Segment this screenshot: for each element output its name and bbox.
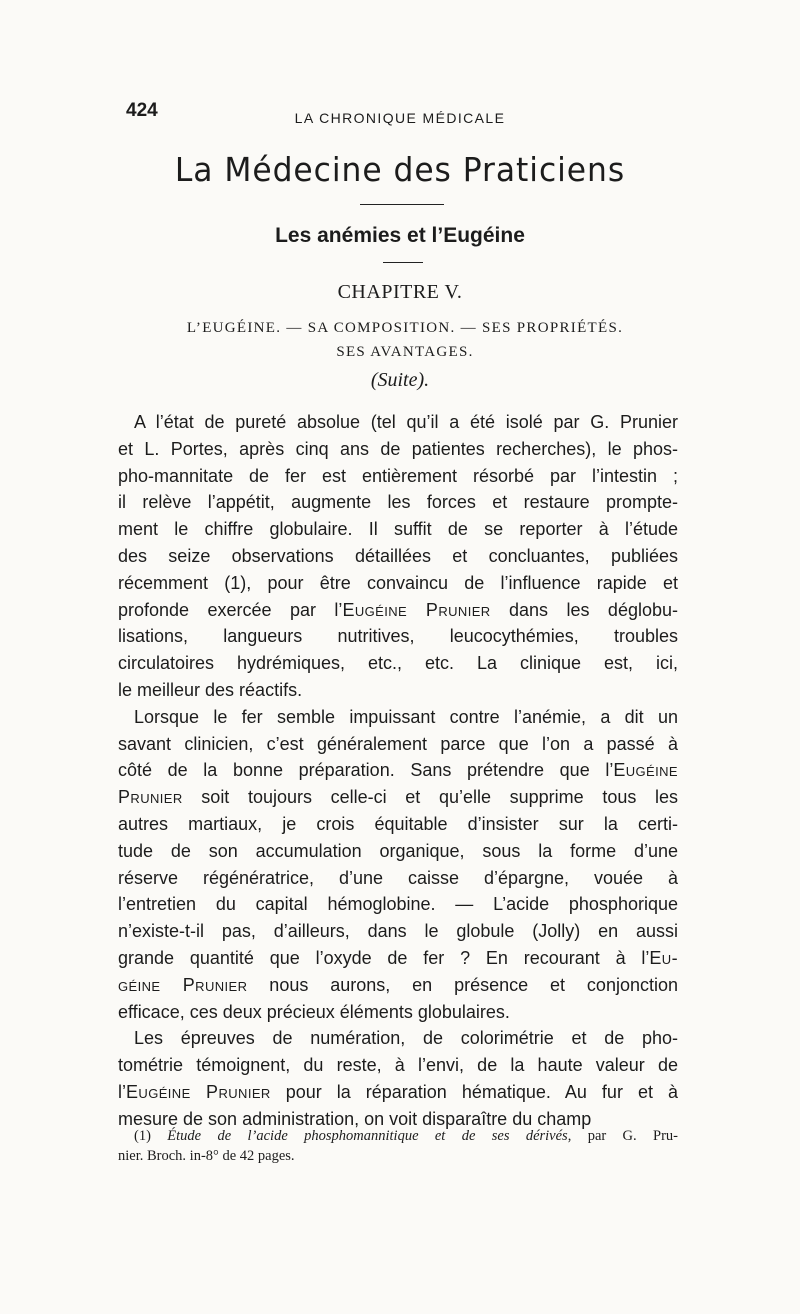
- product-name: Eugéine: [613, 760, 678, 781]
- line-text: pho-mannitate de fer est entièrement résorbé par l’intestin ;: [118, 465, 678, 486]
- body-line: [118, 463, 678, 490]
- body-line: [118, 436, 678, 463]
- body-line: [118, 570, 678, 597]
- line-text: il relève l’appétit, augmente les forces et restaure prompte-: [118, 492, 678, 513]
- body-line: [118, 1079, 678, 1106]
- line-text: l’entretien du capital hémoglobine. — L’acide phosphorique: [118, 894, 678, 915]
- title-divider: [360, 204, 444, 205]
- line-text: et L. Portes, après cinq ans de patientes recherches), le phos-: [118, 438, 678, 459]
- body-line: [118, 945, 678, 972]
- product-name: Eu-: [649, 947, 678, 968]
- line-text: côté de la bonne préparation. Sans prétendre que l’: [118, 760, 614, 781]
- footnote-work-title: Étude de l’acide phosphomannitique et de ses dérivés: [167, 1128, 568, 1144]
- line-text: circulatoires hydrémiques, etc., etc. La clinique est, ici,: [118, 653, 678, 674]
- line-text: grande quantité que l’oxyde de fer ? En recourant à l’: [118, 947, 650, 968]
- body-line: [118, 409, 678, 436]
- body-line: [118, 918, 678, 945]
- article-subtitle: Les anémies et l’Eugéine: [275, 224, 525, 247]
- product-name: Eugéine Prunier: [342, 599, 491, 620]
- line-text: Les épreuves de numération, de colorimétrie et de pho-: [134, 1028, 678, 1049]
- body-line: [118, 865, 678, 892]
- line-text: soit toujours celle-ci et qu’elle supprime tous les: [182, 787, 678, 808]
- body-line: [118, 623, 678, 650]
- line-text: A l’état de pureté absolue (tel qu’il a été isolé par G. Prunier: [134, 412, 678, 432]
- article-title: La Médecine des Praticiens: [174, 150, 626, 189]
- subtitle-divider: [383, 262, 423, 263]
- product-name: géine Prunier: [118, 974, 248, 995]
- running-title: LA CHRONIQUE MÉDICALE: [294, 110, 506, 126]
- body-line: [118, 489, 678, 516]
- page-number: 424: [126, 100, 158, 121]
- body-line: [118, 784, 678, 811]
- body-line: [118, 543, 678, 570]
- body-line: [118, 516, 678, 543]
- body-line: [118, 972, 678, 999]
- line-text: dans les déglobu-: [490, 599, 678, 620]
- chapter-subtitle-line: L’EUGÉINE. — SA COMPOSITION. — SES PROPRIÉTÉS.: [186, 320, 624, 336]
- body-line: [118, 811, 678, 838]
- line-text: des seize observations détaillées et concluantes, publiées: [118, 545, 678, 566]
- line-text: efficace, ces deux précieux éléments globulaires.: [118, 1001, 510, 1022]
- footnote-marker: (1): [134, 1128, 168, 1144]
- continuation-note: (Suite).: [370, 369, 430, 391]
- line-text: nous aurons, en présence et conjonction: [247, 974, 678, 995]
- line-text: récemment (1), pour être convaincu de l’influence rapide et: [118, 572, 678, 593]
- line-text: profonde exercée par l’: [118, 599, 343, 620]
- line-text: l’: [118, 1081, 126, 1102]
- body-line: [118, 704, 678, 731]
- footnote-line: nier. Broch. in-8° de 42 pages.: [118, 1148, 295, 1164]
- line-text: réserve régénératrice, d’une caisse d’épargne, vouée à: [118, 867, 678, 888]
- body-line: [118, 999, 678, 1026]
- body-line: [118, 891, 678, 918]
- chapter-subtitle-line: SES AVANTAGES.: [336, 344, 474, 360]
- line-text: tométrie témoignent, du reste, à l’envi, de la haute valeur de: [118, 1055, 678, 1076]
- body-line: [118, 650, 678, 677]
- line-text: ment le chiffre globulaire. Il suffit de se reporter à l’étude: [118, 519, 678, 540]
- product-name: Eugéine Prunier: [126, 1081, 271, 1102]
- body-line: [118, 1052, 678, 1079]
- line-text: lisations, langueurs nutritives, leucocythémies, troubles: [118, 626, 678, 647]
- product-name: Prunier: [118, 787, 183, 808]
- chapter-heading: CHAPITRE V.: [337, 281, 463, 303]
- chapter-subtitle: [140, 316, 670, 364]
- body-line: [118, 597, 678, 624]
- body-text: [118, 409, 678, 1133]
- footnote-author: , par G. Pru-: [567, 1128, 678, 1144]
- line-text: autres martiaux, je crois équitable d’insister sur la certi-: [118, 813, 678, 834]
- line-text: n’existe-t-il pas, d’ailleurs, dans le globule (Jolly) en aussi: [118, 921, 678, 942]
- line-text: mesure de son administration, on voit disparaître du champ: [118, 1108, 592, 1129]
- line-text: savant clinicien, c’est généralement parce que l’on a passé à: [118, 733, 678, 754]
- line-text: tude de son accumulation organique, sous la forme d’une: [118, 840, 678, 861]
- body-line: [118, 757, 678, 784]
- line-text: le meilleur des réactifs.: [118, 679, 303, 700]
- footnote-line: [118, 1126, 678, 1146]
- footnote: [118, 1126, 678, 1166]
- body-line: [118, 1025, 678, 1052]
- body-line: [118, 838, 678, 865]
- line-text: Lorsque le fer semble impuissant contre l’anémie, a dit un: [134, 706, 678, 727]
- line-text: pour la réparation hématique. Au fur et à: [270, 1081, 678, 1102]
- body-line: [118, 731, 678, 758]
- body-line: [118, 677, 678, 704]
